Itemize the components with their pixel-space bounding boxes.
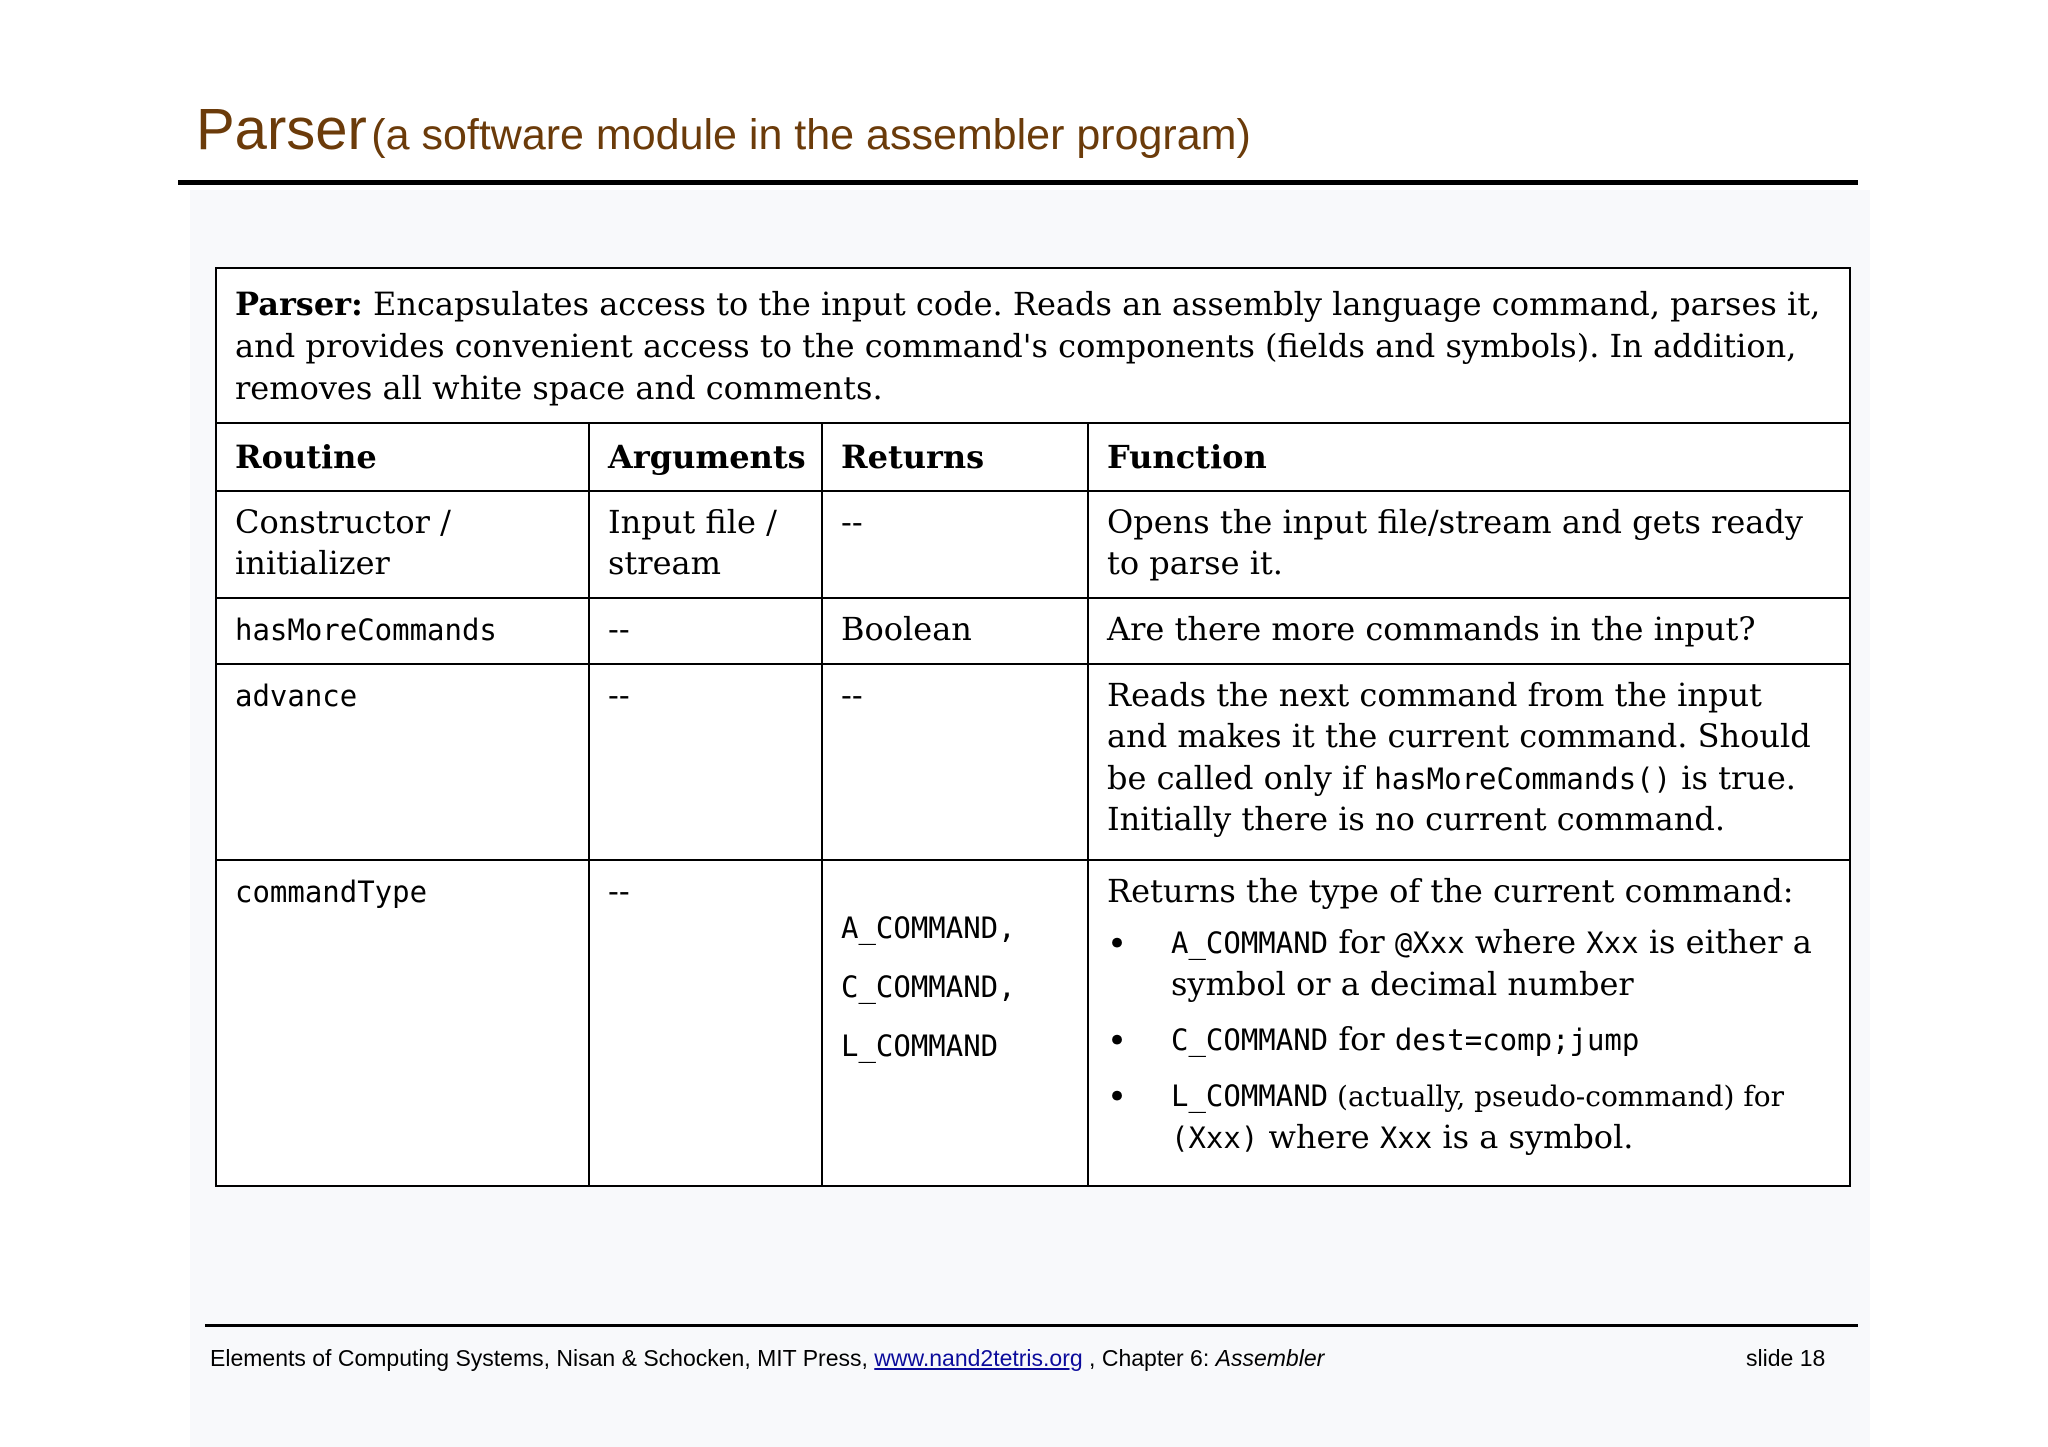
table-row xyxy=(216,598,1850,664)
nand2tetris-link[interactable]: www.nand2tetris.org xyxy=(874,1345,1083,1371)
returns-value: C_COMMAND, xyxy=(841,969,1016,1004)
function-intro: Returns the type of the current command: xyxy=(1107,871,1794,910)
returns-cell: Boolean xyxy=(822,598,1088,664)
command-type-list xyxy=(1107,922,1831,1158)
routine-cell: Constructor / initializer xyxy=(216,491,589,598)
function-text: Reads the next command from the input and makes it the current command. Should be called only if xyxy=(1107,675,1811,797)
routine-cell xyxy=(216,598,589,664)
function-cell: Are there more commands in the input? xyxy=(1088,598,1850,664)
returns-cell: -- xyxy=(822,664,1088,860)
intro-row xyxy=(216,268,1850,423)
footer-text: Elements of Computing Systems, Nisan & Schocken, MIT Press, xyxy=(210,1345,875,1371)
table-row xyxy=(216,860,1850,1186)
routine-name: advance xyxy=(235,678,358,713)
routine-name: commandType xyxy=(235,874,428,909)
returns-cell xyxy=(822,860,1088,1186)
function-code: hasMoreCommands() xyxy=(1374,761,1672,796)
intro-label: Parser: xyxy=(235,285,363,323)
returns-value: A_COMMAND, xyxy=(841,910,1016,945)
arguments-cell: -- xyxy=(589,664,822,860)
routine-cell xyxy=(216,664,589,860)
arguments-cell: -- xyxy=(589,860,822,1186)
title-main: Parser xyxy=(196,97,367,162)
arguments-cell: -- xyxy=(589,598,822,664)
list-item: • C_COMMAND for dest=comp;jump xyxy=(1107,1019,1831,1061)
header-arguments: Arguments xyxy=(589,423,822,491)
returns-value: L_COMMAND xyxy=(841,1028,999,1063)
function-cell xyxy=(1088,860,1850,1186)
table-row xyxy=(216,491,1850,598)
table-row xyxy=(216,664,1850,860)
title-divider xyxy=(178,180,1858,185)
footer-citation xyxy=(210,1345,1324,1372)
function-text: is true. Initially there is no current command. xyxy=(1107,758,1796,839)
footer-chapter: Assembler xyxy=(1215,1345,1325,1371)
function-cell xyxy=(1088,664,1850,860)
parser-api-table xyxy=(215,267,1851,1187)
header-row xyxy=(216,423,1850,491)
title-subtitle: (a software module in the assembler program) xyxy=(371,111,1251,159)
function-cell: Opens the input file/stream and gets ready to parse it. xyxy=(1088,491,1850,598)
header-routine: Routine xyxy=(216,423,589,491)
header-returns: Returns xyxy=(822,423,1088,491)
footer-divider xyxy=(205,1324,1858,1327)
arguments-cell: Input file / stream xyxy=(589,491,822,598)
slide-title xyxy=(196,96,1251,163)
returns-cell: -- xyxy=(822,491,1088,598)
list-item: • A_COMMAND for @Xxx where Xxx is either a symbol or a decimal number xyxy=(1107,922,1831,1005)
list-item: • L_COMMAND (actually, pseudo-command) for (Xxx) where Xxx is a symbol. xyxy=(1107,1075,1831,1158)
routine-name: hasMoreCommands xyxy=(235,612,497,647)
intro-text: Encapsulates access to the input code. Reads an assembly language command, parses it, and provides convenient access to the command's components (fields and symbols). In addition, removes all white space and comments. xyxy=(235,285,1821,408)
footer-text: , Chapter 6: xyxy=(1082,1345,1216,1371)
returns-list xyxy=(841,899,1069,1076)
routine-cell xyxy=(216,860,589,1186)
header-function: Function xyxy=(1088,423,1850,491)
slide-number: slide 18 xyxy=(1746,1345,1826,1371)
intro-cell xyxy=(216,268,1850,423)
